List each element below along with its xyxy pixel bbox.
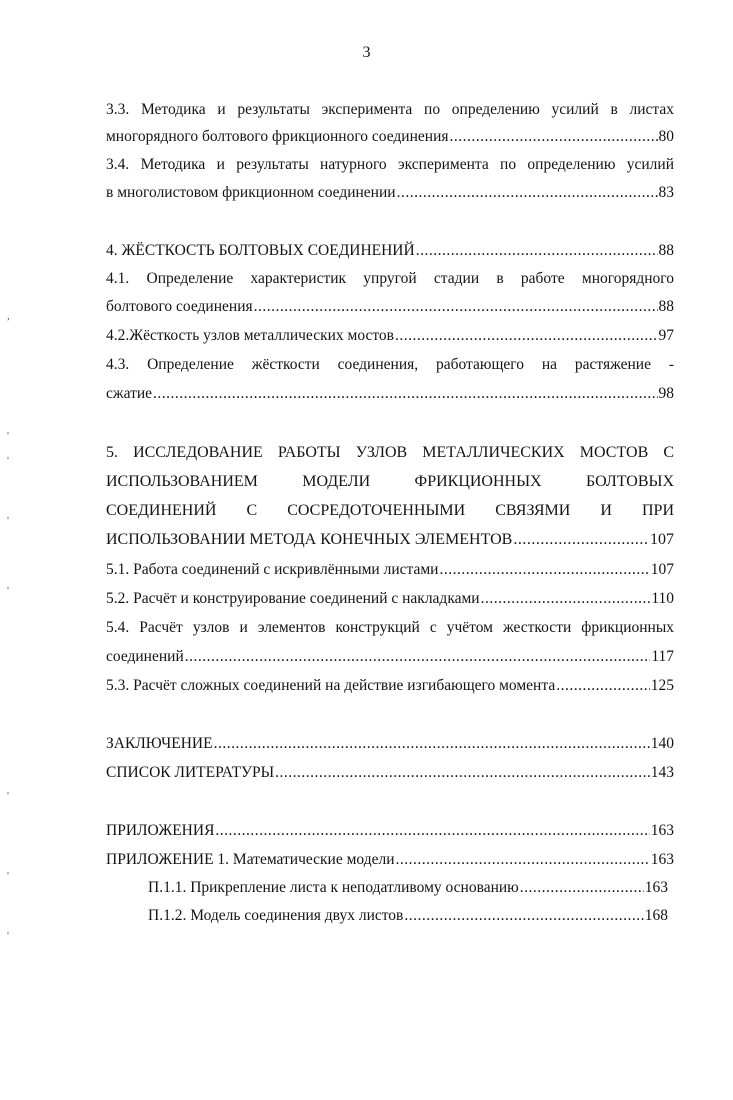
toc-conclusion-page: 140 (650, 735, 674, 752)
toc-4-1-line2: болтового соединения (106, 298, 253, 315)
dot-leader (404, 906, 643, 926)
toc-5-1-entry[interactable] (106, 560, 674, 580)
toc-4-1-entry[interactable] (106, 297, 674, 317)
scan-mark: ' (7, 430, 9, 442)
toc-chapter-4[interactable] (106, 241, 674, 261)
toc-p1-1-page: 163 (644, 879, 668, 896)
toc-4-2-entry[interactable] (106, 326, 674, 346)
toc-p1-2-page: 168 (644, 907, 668, 924)
toc-conclusion-entry[interactable] (106, 734, 674, 754)
toc-chapter-5-page: 107 (650, 531, 674, 548)
toc-5-3-title: 5.3. Расчёт сложных соединений на действие изгибающего момента (106, 677, 556, 694)
scan-mark: ' (7, 515, 9, 527)
toc-4-3-line2: сжатие (106, 385, 153, 402)
toc-3-4-line2: в многолистовом фрикционном соединении (106, 184, 396, 201)
dot-leader (254, 297, 658, 317)
toc-conclusion-title: ЗАКЛЮЧЕНИЕ (106, 735, 213, 752)
scan-mark: ' (7, 585, 9, 597)
toc-chapter-5-entry[interactable] (106, 530, 674, 550)
toc-references-title: СПИСОК ЛИТЕРАТУРЫ (106, 764, 275, 781)
dot-leader (513, 530, 649, 550)
toc-5-2-title: 5.2. Расчёт и конструирование соединений с накладками (106, 590, 480, 607)
toc-chapter-5-line1: 5. ИССЛЕДОВАНИЕ РАБОТЫ УЗЛОВ МЕТАЛЛИЧЕСКИХ МОСТОВ С (106, 444, 674, 461)
toc-appendices-page: 163 (650, 822, 674, 839)
scan-mark: ' (7, 930, 9, 942)
toc-5-4-line2: соединений (106, 648, 184, 665)
scan-mark: ' (7, 790, 9, 802)
toc-p1-1-entry[interactable] (148, 878, 668, 898)
toc-appendix-1-page: 163 (650, 851, 674, 868)
toc-5-1-title: 5.1. Работа соединений с искривлёнными листами (106, 561, 439, 578)
toc-4-2-title: 4.2.Жёсткость узлов металлических мостов (106, 327, 394, 344)
toc-5-2-entry[interactable] (106, 589, 674, 609)
toc-3-3-line1: 3.3. Методика и результаты эксперимента по определению усилий в листах (106, 101, 674, 118)
toc-4-2-page: 97 (658, 327, 674, 344)
toc-5-3-entry[interactable] (106, 676, 674, 696)
toc-p1-1-title: П.1.1. Прикрепление листа к неподатливому основанию (148, 879, 519, 896)
toc-5-2-page: 110 (651, 590, 674, 607)
toc-4-1-line1: 4.1. Определение характеристик упругой стадии в работе многорядного (106, 270, 674, 287)
toc-4-1-page: 88 (658, 298, 674, 315)
toc-5-4-entry[interactable] (106, 647, 674, 667)
toc-chapter-5-line4: ИСПОЛЬЗОВАНИИ МЕТОДА КОНЕЧНЫХ ЭЛЕМЕНТОВ (106, 531, 513, 548)
toc-3-4-page: 83 (658, 184, 674, 201)
scan-mark: ' (7, 870, 9, 882)
toc-p1-2-entry[interactable] (148, 906, 668, 926)
toc-appendices-title: ПРИЛОЖЕНИЯ (106, 822, 215, 839)
toc-chapter-5-line3: СОЕДИНЕНИЙ С СОСРЕДОТОЧЕННЫМИ СВЯЗЯМИ И ПРИ (106, 502, 674, 519)
page-number: 3 (362, 44, 371, 61)
toc-appendices-entry[interactable] (106, 821, 674, 841)
dot-leader (215, 821, 649, 841)
toc-3-4-line1: 3.4. Методика и результаты натурного эксперимента по определению усилий (106, 156, 674, 173)
toc-5-4-line1: 5.4. Расчёт узлов и элементов конструкций с учётом жесткости фрикционных (106, 619, 674, 636)
toc-5-4-page: 117 (651, 648, 674, 665)
toc-4-3-entry[interactable] (106, 384, 674, 404)
toc-4-3-page: 98 (658, 385, 674, 402)
toc-references-entry[interactable] (106, 763, 674, 783)
toc-4-3-line1: 4.3. Определение жёсткости соединения, работающего на растяжение - (106, 356, 674, 373)
toc-appendix-1-entry[interactable] (106, 850, 674, 870)
toc-3-3-page: 80 (658, 128, 674, 145)
dot-leader (153, 384, 657, 404)
toc-chapter-4-page: 88 (658, 242, 674, 259)
toc-references-page: 143 (650, 764, 674, 781)
scan-mark: ' (7, 455, 9, 467)
toc-chapter-4-title: 4. ЖЁСТКОСТЬ БОЛТОВЫХ СОЕДИНЕНИЙ (106, 242, 415, 259)
dot-leader (396, 850, 650, 870)
toc-5-3-page: 125 (650, 677, 674, 694)
dot-leader (275, 763, 650, 783)
dot-leader (416, 241, 658, 261)
toc-p1-2-title: П.1.2. Модель соединения двух листов (148, 907, 404, 924)
dot-leader (214, 734, 650, 754)
dot-leader (450, 127, 658, 147)
toc-3-4-entry[interactable] (106, 183, 674, 203)
dot-leader (439, 560, 649, 580)
toc-5-1-page: 107 (650, 561, 674, 578)
dot-leader (397, 183, 658, 203)
dot-leader (185, 647, 651, 667)
dot-leader (556, 676, 650, 696)
toc-appendix-1-title: ПРИЛОЖЕНИЕ 1. Математические модели (106, 851, 395, 868)
dot-leader (481, 589, 651, 609)
scan-mark: , (7, 310, 10, 322)
toc-3-3-line2: многорядного болтового фрикционного соединения (106, 128, 449, 145)
dot-leader (395, 326, 658, 346)
toc-3-3-entry[interactable] (106, 127, 674, 147)
toc-chapter-5-line2: ИСПОЛЬЗОВАНИЕМ МОДЕЛИ ФРИКЦИОННЫХ БОЛТОВЫХ (106, 473, 674, 490)
dot-leader (520, 878, 644, 898)
